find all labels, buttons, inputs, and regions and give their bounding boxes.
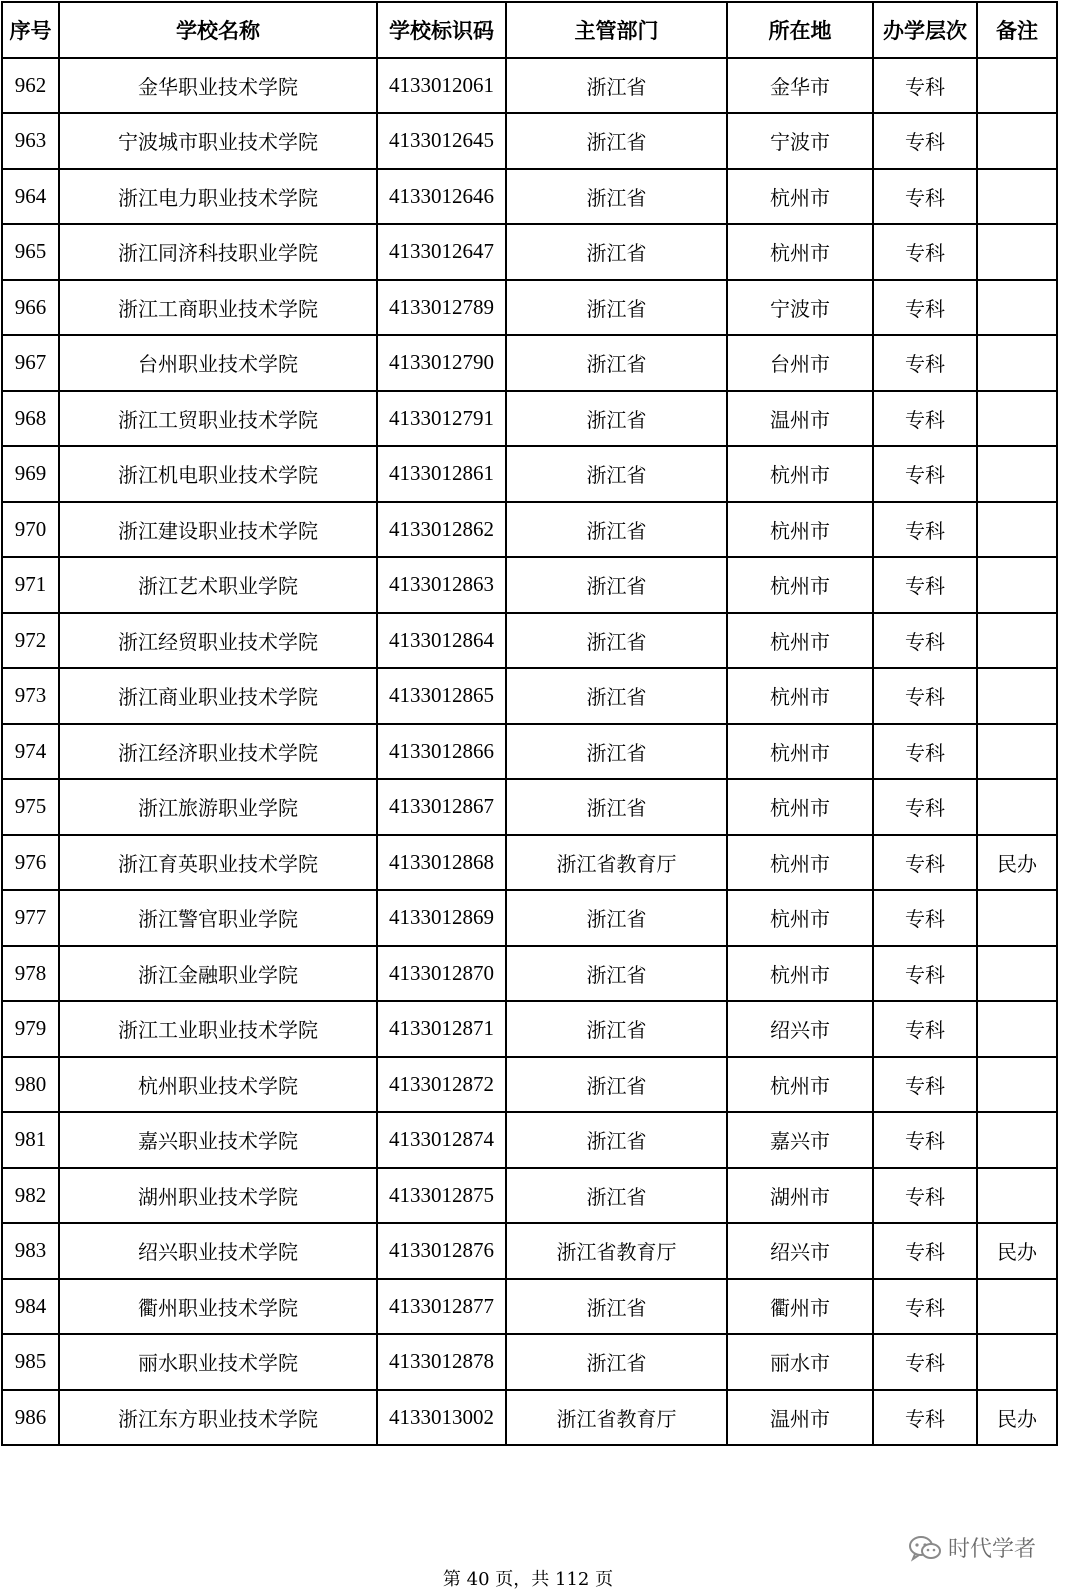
cell-index: 980: [2, 1057, 59, 1113]
cell-location: 杭州市: [727, 779, 873, 835]
cell-school-name: 浙江工业职业技术学院: [59, 1001, 377, 1057]
cell-level: 专科: [873, 835, 977, 891]
cell-school-name: 浙江东方职业技术学院: [59, 1390, 377, 1446]
cell-school-code: 4133012877: [377, 1279, 506, 1335]
cell-department: 浙江省: [506, 1001, 727, 1057]
header-remarks: 备注: [977, 2, 1057, 58]
cell-remarks: [977, 946, 1057, 1002]
cell-school-code: 4133012645: [377, 113, 506, 169]
cell-location: 宁波市: [727, 113, 873, 169]
cell-level: 专科: [873, 446, 977, 502]
cell-location: 杭州市: [727, 724, 873, 780]
cell-level: 专科: [873, 169, 977, 225]
cell-school-code: 4133012061: [377, 58, 506, 114]
cell-school-name: 浙江经济职业技术学院: [59, 724, 377, 780]
cell-location: 嘉兴市: [727, 1112, 873, 1168]
cell-department: 浙江省: [506, 668, 727, 724]
watermark: [908, 1532, 1036, 1563]
cell-remarks: [977, 1001, 1057, 1057]
header-department: 主管部门: [506, 2, 727, 58]
cell-level: 专科: [873, 613, 977, 669]
cell-location: 杭州市: [727, 946, 873, 1002]
cell-department: 浙江省: [506, 1112, 727, 1168]
cell-department: 浙江省: [506, 1168, 727, 1224]
cell-index: 977: [2, 890, 59, 946]
cell-school-code: 4133012864: [377, 613, 506, 669]
cell-school-code: 4133012872: [377, 1057, 506, 1113]
cell-level: 专科: [873, 946, 977, 1002]
cell-level: 专科: [873, 779, 977, 835]
cell-school-code: 4133012869: [377, 890, 506, 946]
cell-level: 专科: [873, 724, 977, 780]
cell-index: 967: [2, 335, 59, 391]
cell-school-name: 浙江艺术职业学院: [59, 557, 377, 613]
cell-level: 专科: [873, 1223, 977, 1279]
cell-index: 970: [2, 502, 59, 558]
table-row: [2, 779, 1057, 835]
cell-location: 金华市: [727, 58, 873, 114]
cell-department: 浙江省: [506, 779, 727, 835]
cell-school-code: 4133012861: [377, 446, 506, 502]
cell-school-name: 浙江建设职业技术学院: [59, 502, 377, 558]
cell-location: 杭州市: [727, 890, 873, 946]
cell-index: 968: [2, 391, 59, 447]
cell-school-code: 4133012876: [377, 1223, 506, 1279]
cell-level: 专科: [873, 1279, 977, 1335]
cell-department: 浙江省: [506, 724, 727, 780]
cell-school-name: 浙江旅游职业学院: [59, 779, 377, 835]
cell-remarks: [977, 169, 1057, 225]
cell-department: 浙江省教育厅: [506, 1390, 727, 1446]
table-row: [2, 613, 1057, 669]
cell-index: 984: [2, 1279, 59, 1335]
cell-school-code: 4133012863: [377, 557, 506, 613]
cell-remarks: [977, 280, 1057, 336]
cell-remarks: [977, 1168, 1057, 1224]
cell-school-name: 浙江电力职业技术学院: [59, 169, 377, 225]
cell-remarks: [977, 224, 1057, 280]
cell-school-code: 4133012789: [377, 280, 506, 336]
cell-level: 专科: [873, 502, 977, 558]
cell-school-code: 4133012868: [377, 835, 506, 891]
cell-index: 979: [2, 1001, 59, 1057]
cell-school-code: 4133012646: [377, 169, 506, 225]
cell-remarks: [977, 1334, 1057, 1390]
header-index: 序号: [2, 2, 59, 58]
cell-department: 浙江省教育厅: [506, 1223, 727, 1279]
table-row: [2, 446, 1057, 502]
cell-location: 温州市: [727, 391, 873, 447]
cell-index: 975: [2, 779, 59, 835]
cell-level: 专科: [873, 1001, 977, 1057]
cell-level: 专科: [873, 280, 977, 336]
cell-level: 专科: [873, 557, 977, 613]
cell-remarks: [977, 724, 1057, 780]
cell-level: 专科: [873, 1168, 977, 1224]
table-row: [2, 224, 1057, 280]
cell-department: 浙江省: [506, 280, 727, 336]
cell-department: 浙江省: [506, 1279, 727, 1335]
cell-location: 丽水市: [727, 1334, 873, 1390]
cell-location: 杭州市: [727, 446, 873, 502]
cell-school-code: 4133012791: [377, 391, 506, 447]
cell-location: 湖州市: [727, 1168, 873, 1224]
cell-index: 972: [2, 613, 59, 669]
cell-school-code: 4133012790: [377, 335, 506, 391]
cell-location: 杭州市: [727, 502, 873, 558]
cell-department: 浙江省教育厅: [506, 835, 727, 891]
cell-location: 杭州市: [727, 613, 873, 669]
cell-department: 浙江省: [506, 613, 727, 669]
table-row: [2, 1223, 1057, 1279]
cell-school-name: 杭州职业技术学院: [59, 1057, 377, 1113]
table-row: [2, 1001, 1057, 1057]
cell-school-name: 嘉兴职业技术学院: [59, 1112, 377, 1168]
cell-remarks: 民办: [977, 835, 1057, 891]
cell-remarks: [977, 335, 1057, 391]
cell-school-name: 浙江商业职业技术学院: [59, 668, 377, 724]
cell-level: 专科: [873, 113, 977, 169]
cell-index: 985: [2, 1334, 59, 1390]
cell-school-name: 浙江工贸职业技术学院: [59, 391, 377, 447]
cell-school-name: 湖州职业技术学院: [59, 1168, 377, 1224]
cell-school-name: 浙江同济科技职业学院: [59, 224, 377, 280]
cell-level: 专科: [873, 224, 977, 280]
table-row: [2, 391, 1057, 447]
table-row: [2, 335, 1057, 391]
cell-index: 983: [2, 1223, 59, 1279]
cell-school-name: 浙江育英职业技术学院: [59, 835, 377, 891]
cell-index: 986: [2, 1390, 59, 1446]
cell-school-code: 4133012647: [377, 224, 506, 280]
cell-remarks: [977, 1279, 1057, 1335]
cell-index: 962: [2, 58, 59, 114]
cell-remarks: [977, 890, 1057, 946]
cell-department: 浙江省: [506, 58, 727, 114]
cell-level: 专科: [873, 335, 977, 391]
cell-location: 绍兴市: [727, 1001, 873, 1057]
table-row: [2, 58, 1057, 114]
cell-school-code: 4133012874: [377, 1112, 506, 1168]
cell-department: 浙江省: [506, 1334, 727, 1390]
header-location: 所在地: [727, 2, 873, 58]
cell-remarks: [977, 1112, 1057, 1168]
cell-remarks: [977, 113, 1057, 169]
cell-level: 专科: [873, 890, 977, 946]
cell-location: 杭州市: [727, 169, 873, 225]
page-footer: 第 40 页，共 112 页: [442, 1569, 614, 1590]
cell-school-code: 4133013002: [377, 1390, 506, 1446]
cell-remarks: [977, 58, 1057, 114]
cell-school-name: 丽水职业技术学院: [59, 1334, 377, 1390]
cell-school-name: 绍兴职业技术学院: [59, 1223, 377, 1279]
cell-location: 温州市: [727, 1390, 873, 1446]
table-row: [2, 1279, 1057, 1335]
watermark-text: 时代学者: [947, 1537, 1036, 1562]
cell-school-name: 金华职业技术学院: [59, 58, 377, 114]
cell-remarks: [977, 502, 1057, 558]
cell-index: 963: [2, 113, 59, 169]
cell-remarks: [977, 779, 1057, 835]
cell-school-code: 4133012870: [377, 946, 506, 1002]
cell-school-code: 4133012866: [377, 724, 506, 780]
cell-remarks: 民办: [977, 1390, 1057, 1446]
cell-school-name: 台州职业技术学院: [59, 335, 377, 391]
cell-department: 浙江省: [506, 335, 727, 391]
table-row: [2, 1057, 1057, 1113]
cell-school-name: 浙江经贸职业技术学院: [59, 613, 377, 669]
cell-remarks: [977, 557, 1057, 613]
cell-remarks: [977, 446, 1057, 502]
cell-department: 浙江省: [506, 557, 727, 613]
table-row: [2, 280, 1057, 336]
cell-school-code: 4133012862: [377, 502, 506, 558]
header-school-name: 学校名称: [59, 2, 377, 58]
table-row: [2, 502, 1057, 558]
cell-location: 衢州市: [727, 1279, 873, 1335]
cell-school-name: 浙江金融职业学院: [59, 946, 377, 1002]
cell-level: 专科: [873, 668, 977, 724]
cell-index: 978: [2, 946, 59, 1002]
cell-department: 浙江省: [506, 502, 727, 558]
cell-department: 浙江省: [506, 169, 727, 225]
cell-school-name: 宁波城市职业技术学院: [59, 113, 377, 169]
table-row: [2, 169, 1057, 225]
cell-school-name: 浙江机电职业技术学院: [59, 446, 377, 502]
cell-school-name: 衢州职业技术学院: [59, 1279, 377, 1335]
cell-location: 台州市: [727, 335, 873, 391]
table-row: [2, 1168, 1057, 1224]
header-school-code: 学校标识码: [377, 2, 506, 58]
cell-index: 969: [2, 446, 59, 502]
cell-index: 966: [2, 280, 59, 336]
cell-index: 973: [2, 668, 59, 724]
cell-index: 982: [2, 1168, 59, 1224]
cell-department: 浙江省: [506, 113, 727, 169]
cell-department: 浙江省: [506, 890, 727, 946]
table-row: [2, 835, 1057, 891]
cell-school-code: 4133012875: [377, 1168, 506, 1224]
table-row: [2, 668, 1057, 724]
cell-level: 专科: [873, 1334, 977, 1390]
cell-department: 浙江省: [506, 224, 727, 280]
table-row: [2, 113, 1057, 169]
cell-level: 专科: [873, 1112, 977, 1168]
cell-remarks: [977, 1057, 1057, 1113]
table-header-row: [2, 2, 1057, 58]
cell-level: 专科: [873, 58, 977, 114]
cell-school-code: 4133012867: [377, 779, 506, 835]
cell-location: 宁波市: [727, 280, 873, 336]
cell-level: 专科: [873, 1390, 977, 1446]
table-row: [2, 1334, 1057, 1390]
cell-department: 浙江省: [506, 946, 727, 1002]
cell-remarks: [977, 613, 1057, 669]
cell-index: 964: [2, 169, 59, 225]
cell-location: 杭州市: [727, 557, 873, 613]
cell-school-name: 浙江警官职业学院: [59, 890, 377, 946]
table-row: [2, 1390, 1057, 1446]
cell-index: 976: [2, 835, 59, 891]
wechat-icon: [908, 1534, 942, 1562]
cell-school-name: 浙江工商职业技术学院: [59, 280, 377, 336]
table-row: [2, 724, 1057, 780]
cell-index: 971: [2, 557, 59, 613]
cell-remarks: [977, 668, 1057, 724]
cell-level: 专科: [873, 1057, 977, 1113]
cell-index: 974: [2, 724, 59, 780]
table-row: [2, 557, 1057, 613]
cell-department: 浙江省: [506, 391, 727, 447]
cell-location: 杭州市: [727, 835, 873, 891]
table-row: [2, 890, 1057, 946]
cell-location: 杭州市: [727, 224, 873, 280]
table-row: [2, 1112, 1057, 1168]
header-level: 办学层次: [873, 2, 977, 58]
cell-location: 杭州市: [727, 1057, 873, 1113]
table-row: [2, 946, 1057, 1002]
cell-index: 965: [2, 224, 59, 280]
cell-school-code: 4133012865: [377, 668, 506, 724]
cell-school-code: 4133012871: [377, 1001, 506, 1057]
school-list-table: [1, 1, 1058, 1446]
cell-location: 杭州市: [727, 668, 873, 724]
cell-location: 绍兴市: [727, 1223, 873, 1279]
cell-school-code: 4133012878: [377, 1334, 506, 1390]
cell-remarks: [977, 391, 1057, 447]
cell-level: 专科: [873, 391, 977, 447]
table-body: [2, 58, 1057, 1446]
cell-department: 浙江省: [506, 446, 727, 502]
cell-index: 981: [2, 1112, 59, 1168]
cell-department: 浙江省: [506, 1057, 727, 1113]
cell-remarks: 民办: [977, 1223, 1057, 1279]
